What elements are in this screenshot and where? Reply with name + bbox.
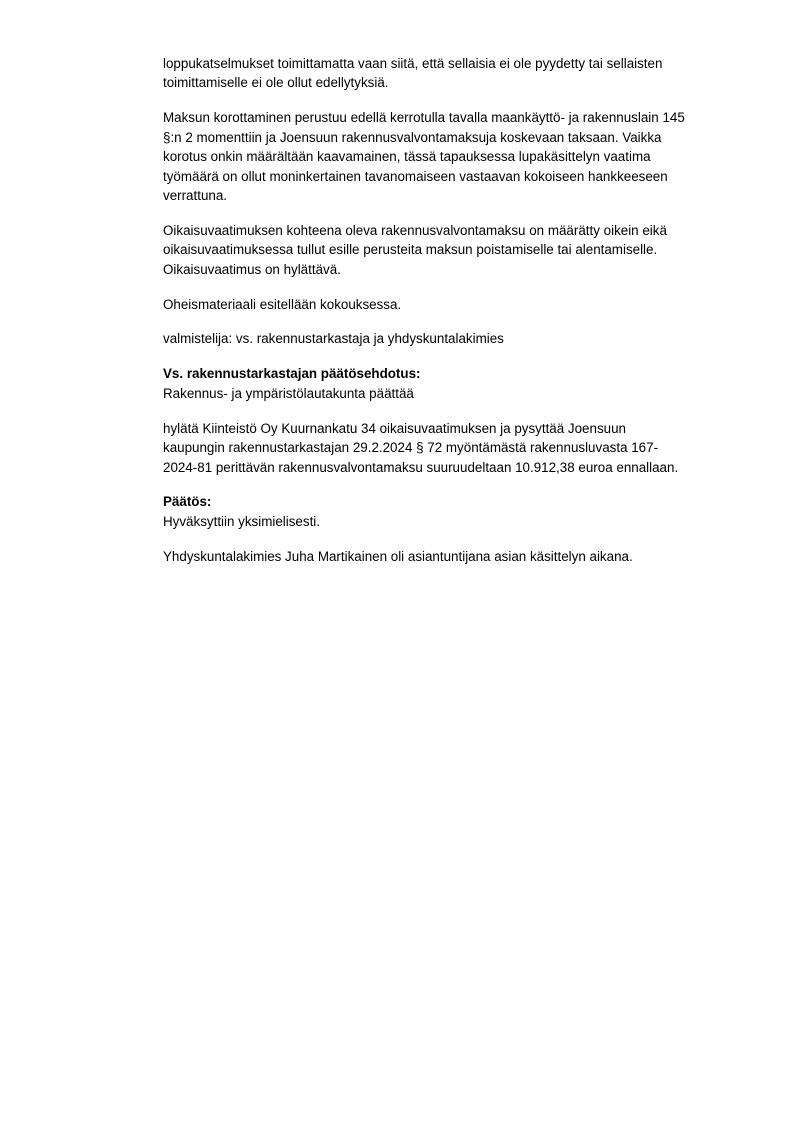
decision-heading (163, 492, 743, 511)
text-line: Maksun korottaminen perustuu edellä kerrotulla tavalla maankäyttö- ja rakennuslain 145 (163, 110, 685, 126)
text-line: Oikaisuvaatimuksen kohteena oleva rakennusvalvontamaksu on määrätty oikein eikä (163, 222, 667, 238)
text-line: toimittamiselle ei ole ollut edellytyksiä. (163, 75, 389, 91)
proposal-heading (163, 364, 743, 383)
text-line: verrattuna. (163, 187, 228, 203)
text-line: loppukatselmukset toimittamatta vaan siitä, että sellaisia ei ole pyydetty tai sellaisten (163, 56, 663, 71)
document-body (163, 54, 743, 582)
decision-section (163, 492, 743, 531)
proposal-intro-text: Rakennus- ja ympäristölautakunta päättää (163, 385, 414, 401)
text-line: hylätä Kiinteistö Oy Kuurnankatu 34 oikaisuvaatimuksen ja pysyttää Joensuun (163, 420, 626, 436)
paragraph-inspections (163, 54, 743, 93)
text-line: valmistelija: vs. rakennustarkastaja ja yhdyskuntalakimies (163, 331, 504, 347)
proposal-heading-text: Vs. rakennustarkastajan päätösehdotus: (163, 366, 421, 382)
text-line: oikaisuvaatimuksessa tullut esille perusteita maksun poistamiselle tai alentamiselle. (163, 242, 658, 258)
decision-text (163, 512, 743, 531)
text-line: Yhdyskuntalakimies Juha Martikainen oli asiantuntijana asian käsittelyn aikana. (163, 548, 633, 564)
paragraph-fee-increase (163, 108, 743, 205)
text-line: 2024-81 perittävän rakennusvalvontamaksu suuruudeltaan 10.912,38 euroa ennallaan. (163, 459, 679, 475)
decision-heading-text: Päätös: (163, 494, 212, 510)
text-line: kaupungin rakennustarkastajan 29.2.2024 § 72 myöntämästä rakennusluvasta 167- (163, 440, 659, 456)
text-line: Oheismateriaali esitellään kokouksessa. (163, 296, 402, 312)
paragraph-attachments (163, 295, 743, 314)
text-line: korotus onkin määrältään kaavamainen, tässä tapauksessa lupakäsittelyn vaatima (163, 149, 651, 165)
text-line: Oikaisuvaatimus on hylättävä. (163, 261, 341, 277)
paragraph-closing (163, 547, 743, 566)
paragraph-preparer (163, 329, 743, 348)
decision-text-line: Hyväksyttiin yksimielisesti. (163, 513, 320, 529)
proposal-section (163, 364, 743, 403)
proposal-intro (163, 384, 743, 403)
text-line: §:n 2 momenttiin ja Joensuun rakennusvalvontamaksuja koskevaan taksaan. Vaikka (163, 129, 662, 145)
proposal-body (163, 419, 743, 477)
text-line: työmäärä on ollut moninkertainen tavanomaiseen vastaavan kokoiseen hankkeeseen (163, 168, 668, 184)
paragraph-conclusion (163, 221, 743, 279)
